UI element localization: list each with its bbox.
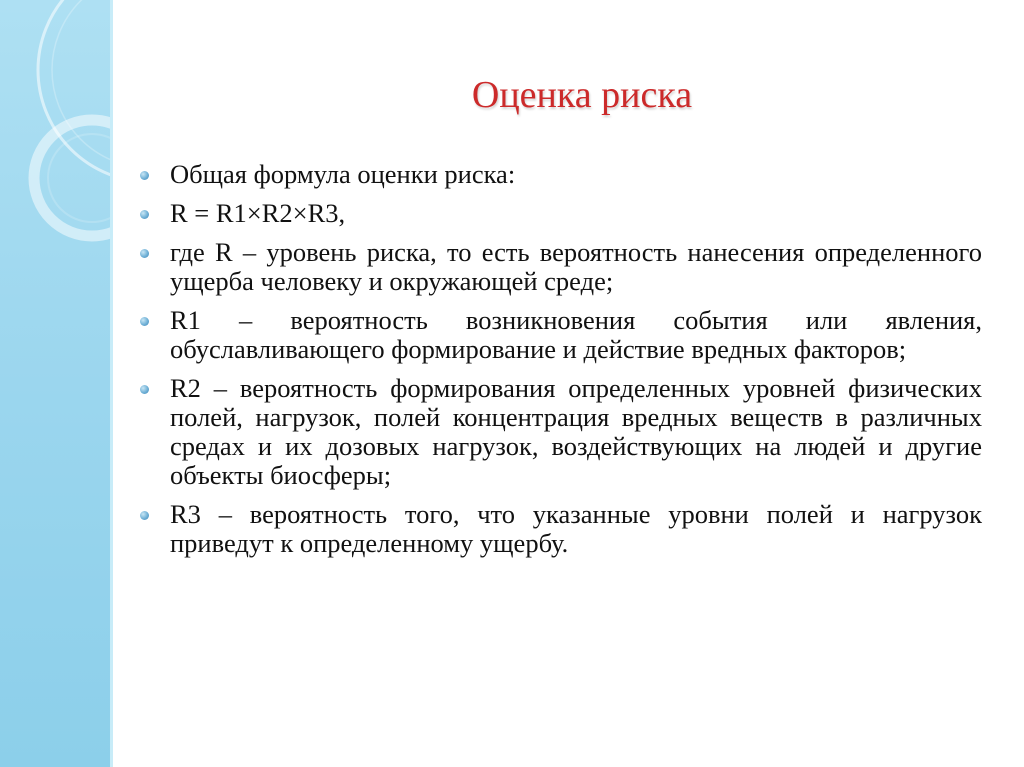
bullet-item <box>140 374 982 490</box>
bullet-item <box>140 238 982 296</box>
bullet-text: где R – уровень риска, то есть вероятность нанесения определенного ущерба человеку и окружающей среде; <box>170 237 982 296</box>
bullet-dot-icon <box>140 210 149 219</box>
bullet-dot-icon <box>140 385 149 394</box>
bullet-text: R3 – вероятность того, что указанные уровни полей и нагрузок приведут к определенному ущербу. <box>170 499 982 558</box>
bullet-text: R2 – вероятность формирования определенных уровней физических полей, нагрузок, полей концентрация вредных веществ в различных средах и их дозовых нагрузок, воздействующих на людей и другие объекты биосферы; <box>170 373 982 490</box>
bullet-list <box>140 160 982 568</box>
bullet-text: R1 – вероятность возникновения события или явления, обуславливающего формирование и действие вредных факторов; <box>170 305 982 364</box>
bullet-dot-icon <box>140 249 149 258</box>
slide-title: Оценка риска <box>471 74 693 116</box>
bullet-text: Общая формула оценки риска: <box>170 159 516 189</box>
bullet-item <box>140 160 982 189</box>
bullet-dot-icon <box>140 317 149 326</box>
bullet-dot-icon <box>140 511 149 520</box>
bullet-item <box>140 500 982 558</box>
bullet-item <box>140 199 982 228</box>
bullet-text: R = R1×R2×R3, <box>170 198 346 228</box>
bullet-dot-icon <box>140 171 149 180</box>
bullet-item <box>140 306 982 364</box>
